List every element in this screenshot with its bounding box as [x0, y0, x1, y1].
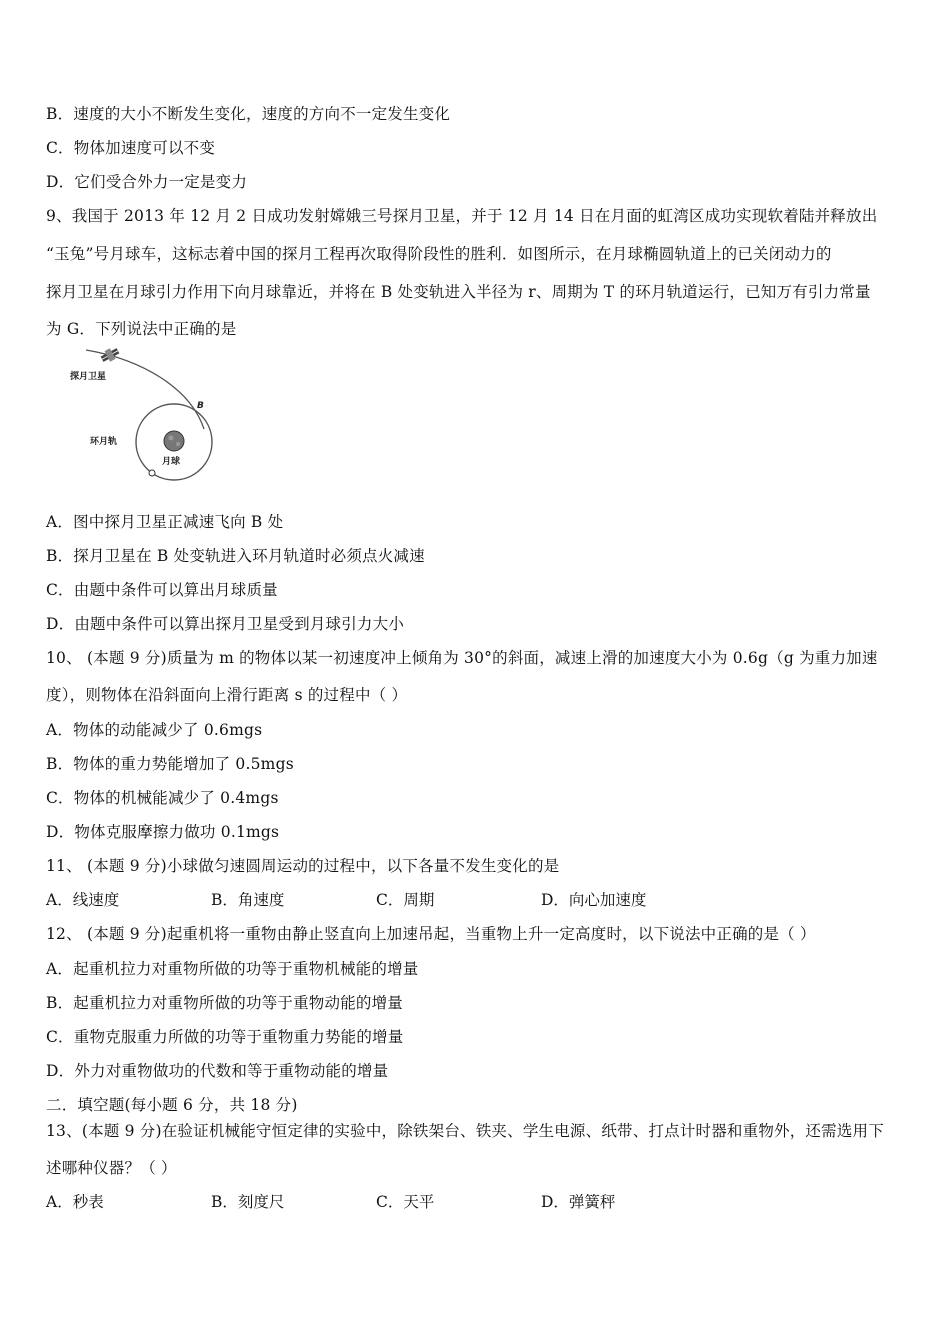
lunar-orbit-diagram [70, 345, 230, 500]
q9-stem-line-1: 9、我国于 2013 年 12 月 2 日成功发射嫦娥三号探月卫星，并于 12 月 14 日在月面的虹湾区成功实现软着陆并释放出 [46, 207, 878, 225]
q9-stem-line-3: 探月卫星在月球引力作用下向月球靠近，并将在 B 处变轨进入半径为 r、周期为 T 的环月轨道运行，已知万有引力常量 [46, 283, 871, 301]
label-satellite: 探月卫星 [70, 372, 107, 382]
q11-option-c: C．周期 [376, 891, 435, 909]
label-orbit: 环月轨 [90, 437, 118, 447]
q12-option-d: D．外力对重物做功的代数和等于重物动能的增量 [46, 1062, 389, 1080]
q10-option-d: D．物体克服摩擦力做功 0.1mgs [46, 823, 280, 841]
q9-option-c: C．由题中条件可以算出月球质量 [46, 581, 278, 599]
q13-stem-line-1: 13、(本题 9 分)在验证机械能守恒定律的实验中，除铁架台、铁夹、学生电源、纸带、打点计时器和重物外，还需选用下 [46, 1122, 884, 1140]
q9-stem-line-4: 为 G．下列说法中正确的是 [46, 320, 237, 338]
q11-stem: 11、 (本题 9 分)小球做匀速圆周运动的过程中，以下各量不发生变化的是 [46, 857, 560, 875]
q10-stem-line-2: 度），则物体在沿斜面向上滑行距离 s 的过程中（ ） [46, 686, 408, 704]
q12-stem: 12、 (本题 9 分)起重机将一重物由静止竖直向上加速吊起，当重物上升一定高度时，以下说法中正确的是（ ） [46, 925, 816, 943]
q8-option-d: D．它们受合外力一定是变力 [46, 173, 248, 191]
label-point-b: B [197, 401, 204, 411]
q8-option-c: C．物体加速度可以不变 [46, 139, 216, 157]
q13-option-a: A．秒表 [46, 1193, 104, 1211]
satellite-icon [99, 345, 121, 364]
q8-option-b: B．速度的大小不断发生变化，速度的方向不一定发生变化 [46, 105, 451, 123]
q11-option-b: B．角速度 [211, 891, 285, 909]
q13-option-b: B．刻度尺 [211, 1193, 285, 1211]
label-moon: 月球 [162, 457, 181, 467]
q13-stem-line-2: 述哪种仪器？（ ） [46, 1159, 177, 1177]
q9-option-a: A．图中探月卫星正减速飞向 B 处 [46, 513, 284, 531]
q9-option-d: D．由题中条件可以算出探月卫星受到月球引力大小 [46, 615, 405, 633]
q12-option-c: C．重物克服重力所做的功等于重物重力势能的增量 [46, 1028, 404, 1046]
q13-option-d: D．弹簧秤 [541, 1193, 616, 1211]
q11-option-a: A．线速度 [46, 891, 120, 909]
q10-option-c: C．物体的机械能减少了 0.4mgs [46, 789, 279, 807]
orbiting-satellite-icon [149, 470, 155, 476]
q10-stem-line-1: 10、 (本题 9 分)质量为 m 的物体以某一初速度冲上倾角为 30°的斜面，减速上滑的加速度大小为 0.6g（g 为重力加速 [46, 649, 878, 667]
q9-option-b: B．探月卫星在 B 处变轨进入环月轨道时必须点火减速 [46, 547, 425, 565]
q12-option-b: B．起重机拉力对重物所做的功等于重物动能的增量 [46, 994, 403, 1012]
q13-option-c: C．天平 [376, 1193, 435, 1211]
q10-option-a: A．物体的动能减少了 0.6mgs [46, 721, 263, 739]
q11-option-d: D．向心加速度 [541, 891, 647, 909]
q10-option-b: B．物体的重力势能增加了 0.5mgs [46, 755, 294, 773]
q12-option-a: A．起重机拉力对重物所做的功等于重物机械能的增量 [46, 960, 419, 978]
q9-stem-line-2: “玉兔”号月球车，这标志着中国的探月工程再次取得阶段性的胜利．如图所示，在月球椭圆轨道上的已关闭动力的 [46, 245, 832, 263]
section-2-title: 二．填空题(每小题 6 分，共 18 分) [46, 1096, 298, 1114]
lunar-orbit-figure [70, 345, 230, 500]
moon-icon [164, 431, 184, 451]
